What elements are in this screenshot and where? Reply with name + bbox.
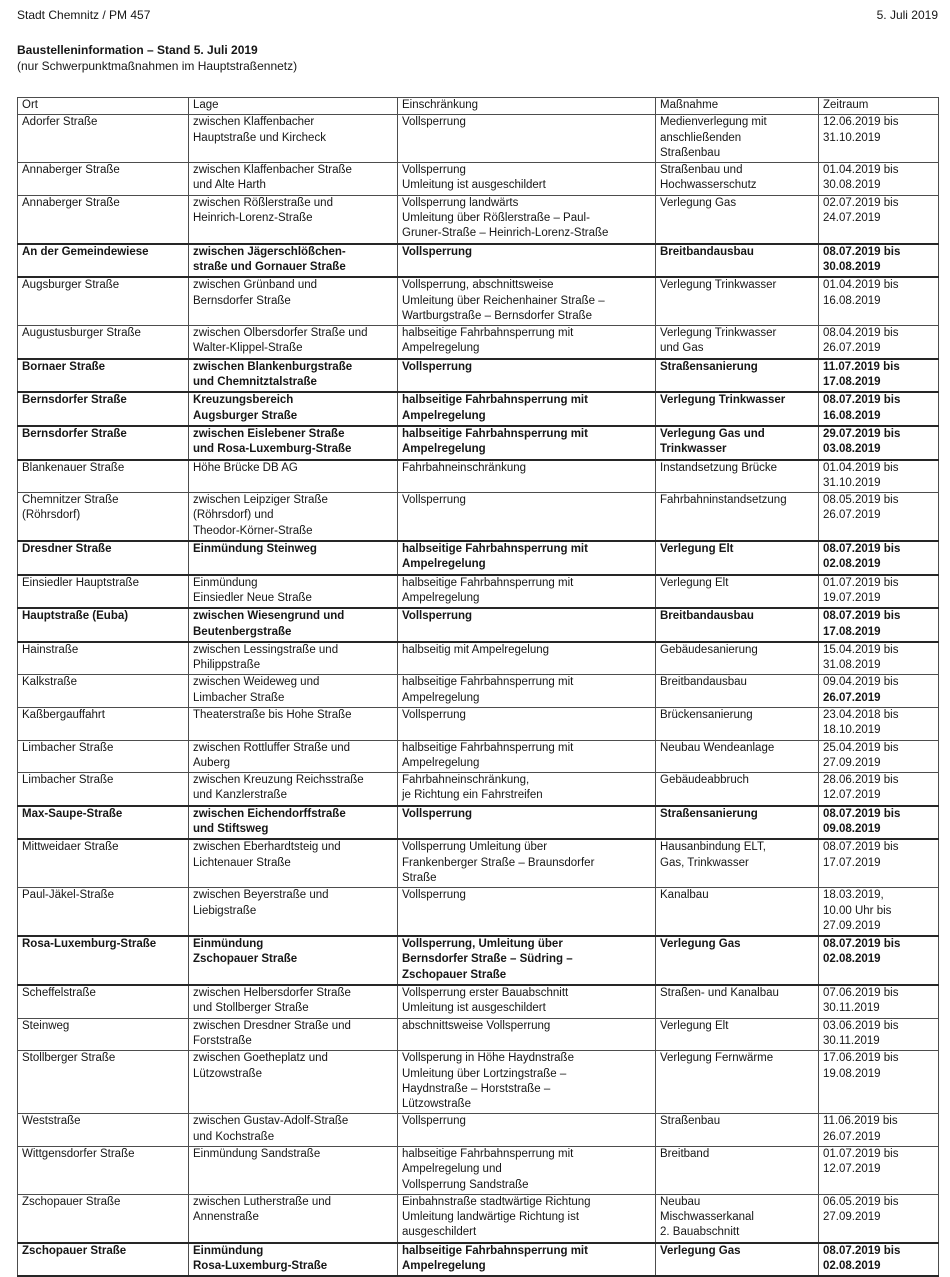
- cell-einschraenkung: Vollsperrung: [398, 115, 656, 163]
- table-row: [18, 806, 939, 840]
- cell-ort: Annaberger Straße: [18, 195, 189, 243]
- cell-massnahme: Straßensanierung: [656, 359, 819, 393]
- table-header-row: [18, 98, 939, 115]
- table-row: [18, 675, 939, 708]
- cell-einschraenkung: abschnittsweise Vollsperrung: [398, 1018, 656, 1051]
- cell-ort: Bornaer Straße: [18, 359, 189, 393]
- cell-einschraenkung: halbseitige Fahrbahnsperrung mit Ampelregelung: [398, 675, 656, 708]
- cell-lage: zwischen Dresdner Straße und Forststraße: [189, 1018, 398, 1051]
- cell-zeitraum: 07.06.2019 bis 30.11.2019: [819, 985, 939, 1018]
- column-header-massnahme: Maßnahme: [656, 98, 819, 115]
- cell-einschraenkung: Vollsperrung: [398, 806, 656, 840]
- cell-lage: Einmündung Sandstraße: [189, 1147, 398, 1195]
- cell-ort: Mittweidaer Straße: [18, 839, 189, 887]
- cell-massnahme: Medienverlegung mit anschließenden Straßenbau: [656, 115, 819, 163]
- cell-ort: Augustusburger Straße: [18, 326, 189, 359]
- cell-ort: Stollberger Straße: [18, 1051, 189, 1114]
- page-subtitle: (nur Schwerpunktmaßnahmen im Hauptstraßennetz): [17, 58, 298, 73]
- cell-massnahme: Verlegung Trinkwasser und Gas: [656, 326, 819, 359]
- table-row: [18, 493, 939, 541]
- cell-lage: zwischen Eichendorffstraße und Stiftsweg: [189, 806, 398, 840]
- table-row: [18, 359, 939, 393]
- cell-massnahme: Verlegung Gas und Trinkwasser: [656, 426, 819, 460]
- cell-ort: Weststraße: [18, 1114, 189, 1147]
- cell-einschraenkung: halbseitige Fahrbahnsperrung mit Ampelregelung: [398, 740, 656, 773]
- cell-ort: Adorfer Straße: [18, 115, 189, 163]
- cell-ort: Paul-Jäkel-Straße: [18, 888, 189, 936]
- cell-zeitraum: 08.07.2019 bis 16.08.2019: [819, 392, 939, 426]
- cell-lage: zwischen Eislebener Straße und Rosa-Luxemburg-Straße: [189, 426, 398, 460]
- cell-massnahme: Neubau Mischwasserkanal 2. Bauabschnitt: [656, 1194, 819, 1242]
- table-row: [18, 541, 939, 575]
- cell-massnahme: Neubau Wendeanlage: [656, 740, 819, 773]
- cell-einschraenkung: Vollsperrung: [398, 707, 656, 740]
- column-header-lage: Lage: [189, 98, 398, 115]
- cell-ort: Wittgensdorfer Straße: [18, 1147, 189, 1195]
- cell-lage: zwischen Lutherstraße und Annenstraße: [189, 1194, 398, 1242]
- cell-zeitraum: 08.07.2019 bis 02.08.2019: [819, 1243, 939, 1277]
- table-row: [18, 1147, 939, 1195]
- cell-zeitraum: 08.04.2019 bis 26.07.2019: [819, 326, 939, 359]
- document-header: [17, 8, 938, 23]
- cell-zeitraum: 08.07.2019 bis 17.07.2019: [819, 839, 939, 887]
- cell-zeitraum: 09.04.2019 bis 26.07.2019: [819, 675, 939, 708]
- cell-massnahme: Kanalbau: [656, 888, 819, 936]
- cell-ort: Bernsdorfer Straße: [18, 392, 189, 426]
- table-body: [18, 115, 939, 1277]
- cell-massnahme: Fahrbahninstandsetzung: [656, 493, 819, 541]
- cell-lage: zwischen Eberhardtsteig und Lichtenauer Straße: [189, 839, 398, 887]
- cell-einschraenkung: Fahrbahneinschränkung, je Richtung ein Fahrstreifen: [398, 773, 656, 806]
- cell-lage: Kreuzungsbereich Augsburger Straße: [189, 392, 398, 426]
- cell-lage: zwischen Blankenburgstraße und Chemnitztalstraße: [189, 359, 398, 393]
- cell-einschraenkung: Vollsperrung: [398, 888, 656, 936]
- table-row: [18, 277, 939, 325]
- cell-massnahme: Verlegung Gas: [656, 195, 819, 243]
- cell-lage: zwischen Jägerschlößchen- straße und Gornauer Straße: [189, 244, 398, 278]
- table-row: [18, 460, 939, 493]
- cell-einschraenkung: Vollsperrung Umleitung über Frankenberger Straße – Braunsdorfer Straße: [398, 839, 656, 887]
- cell-zeitraum: 08.07.2019 bis 30.08.2019: [819, 244, 939, 278]
- cell-einschraenkung: Vollsperrung: [398, 244, 656, 278]
- cell-zeitraum: 01.07.2019 bis 19.07.2019: [819, 575, 939, 609]
- cell-ort: Chemnitzer Straße (Röhrsdorf): [18, 493, 189, 541]
- cell-massnahme: Instandsetzung Brücke: [656, 460, 819, 493]
- cell-ort: Hauptstraße (Euba): [18, 608, 189, 642]
- cell-zeitraum: 08.05.2019 bis 26.07.2019: [819, 493, 939, 541]
- document-date: 5. Juli 2019: [876, 8, 938, 22]
- cell-einschraenkung: Vollsperrung landwärts Umleitung über Rößlerstraße – Paul- Gruner-Straße – Heinrich-Lorenz-Straße: [398, 195, 656, 243]
- cell-zeitraum: 11.06.2019 bis 26.07.2019: [819, 1114, 939, 1147]
- cell-einschraenkung: Vollsperrung: [398, 493, 656, 541]
- cell-ort: Limbacher Straße: [18, 773, 189, 806]
- cell-einschraenkung: halbseitige Fahrbahnsperrung mit Ampelregelung: [398, 426, 656, 460]
- cell-massnahme: Gebäudeabbruch: [656, 773, 819, 806]
- cell-zeitraum: 02.07.2019 bis 24.07.2019: [819, 195, 939, 243]
- table-row: [18, 575, 939, 609]
- cell-ort: Rosa-Luxemburg-Straße: [18, 936, 189, 985]
- table-row: [18, 426, 939, 460]
- cell-einschraenkung: Vollsperrung, abschnittsweise Umleitung über Reichenhainer Straße – Wartburgstraße – Bernsdorfer Straße: [398, 277, 656, 325]
- cell-einschraenkung: Vollsperrung erster Bauabschnitt Umleitung ist ausgeschildert: [398, 985, 656, 1018]
- cell-ort: Scheffelstraße: [18, 985, 189, 1018]
- cell-lage: Einmündung Zschopauer Straße: [189, 936, 398, 985]
- cell-massnahme: Straßen- und Kanalbau: [656, 985, 819, 1018]
- cell-massnahme: Breitbandausbau: [656, 675, 819, 708]
- table-row: [18, 1051, 939, 1114]
- cell-zeitraum: 18.03.2019, 10.00 Uhr bis 27.09.2019: [819, 888, 939, 936]
- table-row: [18, 608, 939, 642]
- table-row: [18, 839, 939, 887]
- cell-massnahme: Verlegung Trinkwasser: [656, 392, 819, 426]
- cell-ort: Kaßbergauffahrt: [18, 707, 189, 740]
- cell-ort: Augsburger Straße: [18, 277, 189, 325]
- cell-ort: Zschopauer Straße: [18, 1194, 189, 1242]
- cell-lage: zwischen Rottluffer Straße und Auberg: [189, 740, 398, 773]
- table-row: [18, 392, 939, 426]
- cell-zeitraum: 01.04.2019 bis 30.08.2019: [819, 163, 939, 196]
- cell-ort: Dresdner Straße: [18, 541, 189, 575]
- table-row: [18, 1243, 939, 1277]
- table-row: [18, 1018, 939, 1051]
- cell-ort: Kalkstraße: [18, 675, 189, 708]
- cell-ort: Bernsdorfer Straße: [18, 426, 189, 460]
- cell-ort: Blankenauer Straße: [18, 460, 189, 493]
- cell-massnahme: Breitbandausbau: [656, 608, 819, 642]
- cell-einschraenkung: halbseitige Fahrbahnsperrung mit Ampelregelung: [398, 575, 656, 609]
- cell-einschraenkung: Vollsperrung, Umleitung über Bernsdorfer Straße – Südring – Zschopauer Straße: [398, 936, 656, 985]
- cell-lage: zwischen Lessingstraße und Philippstraße: [189, 642, 398, 675]
- document-reference: Stadt Chemnitz / PM 457: [17, 8, 151, 22]
- cell-lage: Einmündung Rosa-Luxemburg-Straße: [189, 1243, 398, 1277]
- title-block: [17, 43, 938, 74]
- cell-lage: Höhe Brücke DB AG: [189, 460, 398, 493]
- cell-massnahme: Straßenbau und Hochwasserschutz: [656, 163, 819, 196]
- table-row: [18, 642, 939, 675]
- cell-massnahme: Verlegung Fernwärme: [656, 1051, 819, 1114]
- cell-lage: zwischen Beyerstraße und Liebigstraße: [189, 888, 398, 936]
- cell-lage: zwischen Helbersdorfer Straße und Stollberger Straße: [189, 985, 398, 1018]
- page-title: Baustelleninformation – Stand 5. Juli 2019: [17, 43, 258, 57]
- table-row: [18, 1194, 939, 1242]
- cell-massnahme: Hausanbindung ELT, Gas, Trinkwasser: [656, 839, 819, 887]
- cell-zeitraum: 08.07.2019 bis 17.08.2019: [819, 608, 939, 642]
- cell-massnahme: Brückensanierung: [656, 707, 819, 740]
- cell-massnahme: Breitband: [656, 1147, 819, 1195]
- cell-zeitraum: 03.06.2019 bis 30.11.2019: [819, 1018, 939, 1051]
- cell-lage: zwischen Weideweg und Limbacher Straße: [189, 675, 398, 708]
- cell-lage: zwischen Wiesengrund und Beutenbergstraße: [189, 608, 398, 642]
- cell-einschraenkung: halbseitig mit Ampelregelung: [398, 642, 656, 675]
- cell-einschraenkung: Fahrbahneinschränkung: [398, 460, 656, 493]
- table-row: [18, 888, 939, 936]
- cell-massnahme: Verlegung Elt: [656, 541, 819, 575]
- cell-lage: zwischen Klaffenbacher Straße und Alte Harth: [189, 163, 398, 196]
- cell-massnahme: Verlegung Gas: [656, 1243, 819, 1277]
- cell-zeitraum: 01.07.2019 bis 12.07.2019: [819, 1147, 939, 1195]
- cell-lage: Theaterstraße bis Hohe Straße: [189, 707, 398, 740]
- cell-zeitraum: 08.07.2019 bis 09.08.2019: [819, 806, 939, 840]
- cell-zeitraum: 28.06.2019 bis 12.07.2019: [819, 773, 939, 806]
- cell-einschraenkung: Vollsperrung: [398, 608, 656, 642]
- cell-lage: Einmündung Steinweg: [189, 541, 398, 575]
- table-row: [18, 163, 939, 196]
- cell-ort: Zschopauer Straße: [18, 1243, 189, 1277]
- table-row: [18, 773, 939, 806]
- column-header-zeitraum: Zeitraum: [819, 98, 939, 115]
- cell-zeitraum: 08.07.2019 bis 02.08.2019: [819, 936, 939, 985]
- cell-zeitraum: 25.04.2019 bis 27.09.2019: [819, 740, 939, 773]
- cell-ort: Steinweg: [18, 1018, 189, 1051]
- cell-lage: zwischen Gustav-Adolf-Straße und Kochstraße: [189, 1114, 398, 1147]
- cell-zeitraum: 01.04.2019 bis 31.10.2019: [819, 460, 939, 493]
- column-header-ort: Ort: [18, 98, 189, 115]
- table-row: [18, 244, 939, 278]
- cell-zeitraum: 11.07.2019 bis 17.08.2019: [819, 359, 939, 393]
- cell-zeitraum: 06.05.2019 bis 27.09.2019: [819, 1194, 939, 1242]
- cell-einschraenkung: halbseitige Fahrbahnsperrung mit Ampelregelung: [398, 1243, 656, 1277]
- cell-einschraenkung: halbseitige Fahrbahnsperrung mit Ampelregelung: [398, 541, 656, 575]
- cell-ort: An der Gemeindewiese: [18, 244, 189, 278]
- cell-massnahme: Verlegung Trinkwasser: [656, 277, 819, 325]
- cell-zeitraum: 01.04.2019 bis 16.08.2019: [819, 277, 939, 325]
- cell-einschraenkung: halbseitige Fahrbahnsperrung mit Ampelregelung: [398, 326, 656, 359]
- cell-zeitraum: 12.06.2019 bis 31.10.2019: [819, 115, 939, 163]
- cell-ort: Limbacher Straße: [18, 740, 189, 773]
- construction-sites-table: [17, 97, 939, 1277]
- cell-ort: Annaberger Straße: [18, 163, 189, 196]
- column-header-einschraenkung: Einschränkung: [398, 98, 656, 115]
- cell-zeitraum: 15.04.2019 bis 31.08.2019: [819, 642, 939, 675]
- table-row: [18, 707, 939, 740]
- cell-einschraenkung: halbseitige Fahrbahnsperrung mit Ampelregelung und Vollsperrung Sandstraße: [398, 1147, 656, 1195]
- cell-massnahme: Straßenbau: [656, 1114, 819, 1147]
- table-row: [18, 740, 939, 773]
- cell-zeitraum: 08.07.2019 bis 02.08.2019: [819, 541, 939, 575]
- cell-zeitraum: 23.04.2018 bis 18.10.2019: [819, 707, 939, 740]
- cell-massnahme: Breitbandausbau: [656, 244, 819, 278]
- cell-einschraenkung: halbseitige Fahrbahnsperrung mit Ampelregelung: [398, 392, 656, 426]
- cell-einschraenkung: Einbahnstraße stadtwärtige Richtung Umleitung landwärtige Richtung ist ausgeschildert: [398, 1194, 656, 1242]
- table-row: [18, 115, 939, 163]
- cell-lage: zwischen Leipziger Straße (Röhrsdorf) und Theodor-Körner-Straße: [189, 493, 398, 541]
- cell-lage: zwischen Olbersdorfer Straße und Walter-Klippel-Straße: [189, 326, 398, 359]
- cell-einschraenkung: Vollsperrung: [398, 359, 656, 393]
- cell-lage: zwischen Goetheplatz und Lützowstraße: [189, 1051, 398, 1114]
- cell-einschraenkung: Vollsperung in Höhe Haydnstraße Umleitung über Lortzingstraße – Haydnstraße – Horststraße – Lützowstraße: [398, 1051, 656, 1114]
- cell-ort: Einsiedler Hauptstraße: [18, 575, 189, 609]
- cell-massnahme: Verlegung Gas: [656, 936, 819, 985]
- cell-massnahme: Gebäudesanierung: [656, 642, 819, 675]
- cell-zeitraum: 17.06.2019 bis 19.08.2019: [819, 1051, 939, 1114]
- cell-lage: zwischen Kreuzung Reichsstraße und Kanzlerstraße: [189, 773, 398, 806]
- cell-einschraenkung: Vollsperrung: [398, 1114, 656, 1147]
- table-row: [18, 1114, 939, 1147]
- cell-lage: zwischen Klaffenbacher Hauptstraße und Kircheck: [189, 115, 398, 163]
- table-row: [18, 985, 939, 1018]
- cell-lage: Einmündung Einsiedler Neue Straße: [189, 575, 398, 609]
- cell-massnahme: Verlegung Elt: [656, 1018, 819, 1051]
- table-row: [18, 936, 939, 985]
- cell-lage: zwischen Rößlerstraße und Heinrich-Lorenz-Straße: [189, 195, 398, 243]
- cell-massnahme: Verlegung Elt: [656, 575, 819, 609]
- cell-lage: zwischen Grünband und Bernsdorfer Straße: [189, 277, 398, 325]
- cell-ort: Hainstraße: [18, 642, 189, 675]
- table-row: [18, 326, 939, 359]
- cell-ort: Max-Saupe-Straße: [18, 806, 189, 840]
- table-row: [18, 195, 939, 243]
- cell-massnahme: Straßensanierung: [656, 806, 819, 840]
- cell-einschraenkung: Vollsperrung Umleitung ist ausgeschildert: [398, 163, 656, 196]
- cell-zeitraum: 29.07.2019 bis 03.08.2019: [819, 426, 939, 460]
